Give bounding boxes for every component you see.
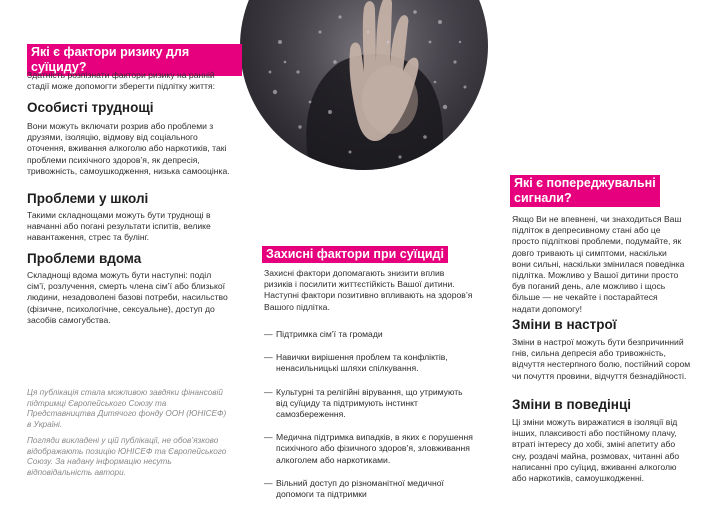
risk-intro-text: Здатність розпізнати фактори ризику на ранній стадії може допомогти зберегти підлітку життя:: [27, 70, 216, 92]
section-title: Проблеми вдома: [27, 251, 142, 266]
disclaimer-footnote: Погляди викладені у цій публікації, не обов’язково відображають позицію ЮНІСЕФ та Європейського Союзу. За надану інформацію несуть відповідальність автори.: [27, 436, 227, 477]
funding-footnote: Ця публікація стала можливою завдяки фінансовій підтримці Європейського Союзу та Представництва Дитячого фонду ООН (ЮНІСЕФ) в Україні.: [27, 388, 227, 429]
protective-factors-heading: Захисні фактори при суїциді: [262, 246, 448, 263]
section-title: Зміни в настрої: [512, 317, 617, 332]
personal-difficulties-section: [27, 100, 232, 177]
list-item: — Підтримка сім’ї та громади: [264, 329, 383, 339]
section-text: Складнощі вдома можуть бути наступні: поділ сім’ї, розлучення, смерть члена сім’ї або близької людини, незадоволені базові потреби, насильство (фізичне, психологічне, сексуальне), доступ до засобів самогубства.: [27, 270, 228, 325]
list-item: — Медична підтримка випадків, в яких є порушення психічного або фізичного здоров’я, зловживання алкоголем або наркотиками.: [264, 432, 473, 465]
woman-hand-on-glass-illustration: [240, 0, 488, 170]
risk-factors-heading: Які є фактори ризику для суїциду?: [27, 44, 242, 76]
protective-factors-heading-wrap: [262, 245, 448, 263]
warning-signs-heading-wrap: [510, 175, 660, 207]
protective-factors-list: [264, 329, 474, 512]
rainy-window-photo: [240, 0, 488, 170]
section-title: Особисті труднощі: [27, 100, 154, 115]
section-text: Такими складнощами можуть бути труднощі в навчанні або погані результати іспитів, велике навантаження, стрес та булінг.: [27, 210, 211, 243]
behavior-changes-section: [512, 397, 692, 484]
section-title: Зміни в поведінці: [512, 397, 632, 412]
section-text: Зміни в настрої можуть бути безпричинний гнів, сильна депресія або тривожність, відчуття нестерпного болю, постійний сором чи почуття провини, відчуття безнадійності.: [512, 337, 691, 381]
protective-intro-text: Захисні фактори допомагають знизити вплив ризиків і посилити життєстійкість Вашої дитини. Наступні фактори позитивно впливають на здоров’я Вашого підлітка.: [264, 268, 473, 312]
section-text: Вони можуть включати розрив або проблеми з друзями, ізоляцію, відмову від соціального оточення, вживання алкоголю або наркотиків, такі проблеми психічного здоров’я, як депресія, тривожність, самоушкодження, низька самооцінка.: [27, 121, 230, 176]
home-problems-section: [27, 251, 232, 326]
warning-signs-heading: Які є попереджувальні сигнали?: [510, 175, 660, 207]
section-text: Ці зміни можуть виражатися в ізоляції від інших, плаксивості або постійному плачу, втраті інтересу до хобі, зміні апетиту або сну, роздачі майна, розмовах, читанні або написанні про суїцид, вживанні алкоголю або наркотиків, самоушкодженні.: [512, 417, 680, 484]
list-item: — Вільний доступ до різноманітної медичної допомоги та підтримки: [264, 477, 444, 500]
school-problems-section: [27, 191, 232, 244]
list-item: — Культурні та релігійні вірування, що утримують від суїциду та підтримують інстинкт самозбереження.: [264, 386, 463, 420]
section-title: Проблеми у школі: [27, 191, 149, 206]
list-item: — Навички вирішення проблем та конфліктів, ненасильницькі шляхи спілкування.: [264, 352, 448, 374]
warning-intro-text: Якщо Ви не впевнені, чи знаходиться Ваш підліток в депресивному стані або це просто підліткові проблеми, подумайте, як довго тривають ці симптоми, наскільки вони сильні, наскільки змінилася поведінка підлітка. Можливо у Вашої дитини просто був поганий день, але можливо і щось більше — не чекайте і постарайтеся надати допомогу!: [512, 214, 685, 314]
mood-changes-section: [512, 317, 692, 382]
